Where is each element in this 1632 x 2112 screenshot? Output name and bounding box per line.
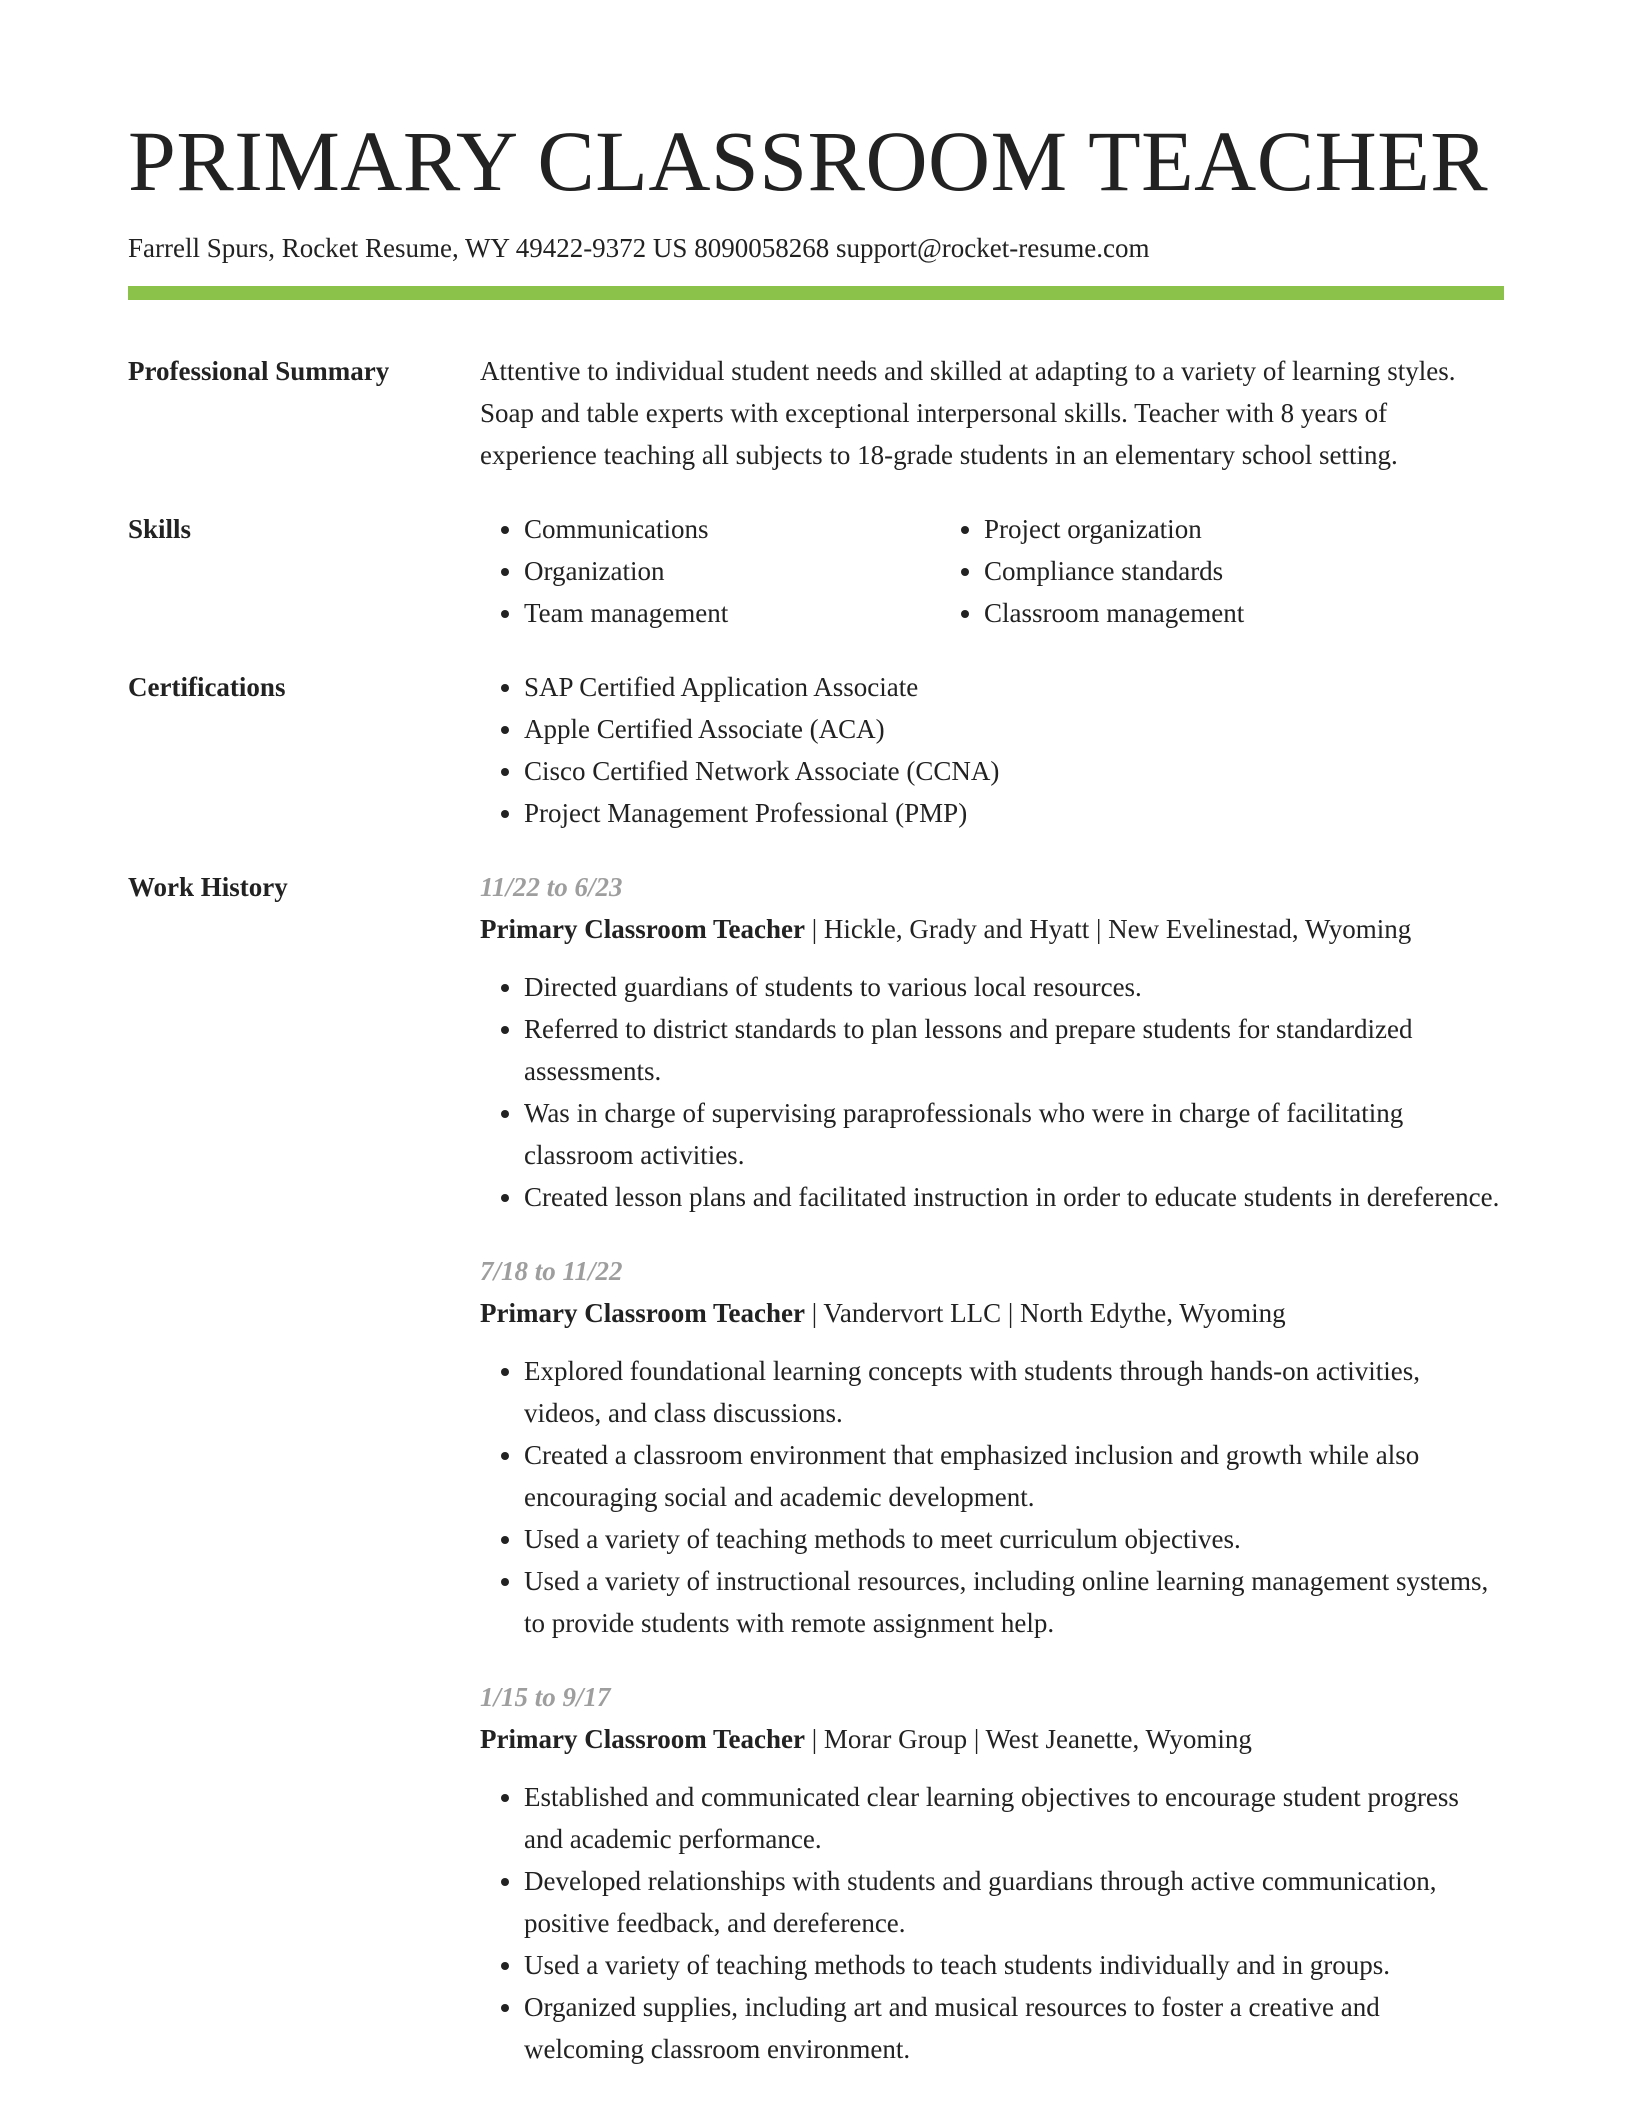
job-bullet: • Established and communicated clear learning objectives to encourage student progress and academic performance.	[524, 1776, 1504, 1860]
job-bullets	[480, 966, 1504, 1218]
skill-item: • Classroom management	[984, 592, 1444, 634]
job-entry	[480, 1676, 1504, 2070]
job-heading	[480, 1292, 1504, 1334]
work-history-body	[480, 866, 1504, 2070]
certifications-label: Certifications	[128, 672, 286, 702]
certification-item: • Cisco Certified Network Associate (CCNA)	[524, 750, 1504, 792]
summary-section	[128, 350, 1504, 476]
job-bullet: • Created a classroom environment that emphasized inclusion and growth while also encouraging social and academic development.	[524, 1434, 1504, 1518]
job-details: | Vandervort LLC | North Edythe, Wyoming	[804, 1298, 1286, 1328]
summary-label: Professional Summary	[128, 356, 390, 386]
work-history-section	[128, 866, 1504, 2070]
header-divider	[128, 286, 1504, 300]
job-details: | Morar Group | West Jeanette, Wyoming	[804, 1724, 1252, 1754]
contact-line: Farrell Spurs, Rocket Resume, WY 49422-9372 US 8090058268 support@rocket-resume.com	[128, 233, 1150, 263]
job-details: | Hickle, Grady and Hyatt | New Evelinestad, Wyoming	[804, 914, 1412, 944]
certifications-section	[128, 666, 1504, 834]
resume-content	[128, 350, 1504, 2102]
job-dates: 1/15 to 9/17	[480, 1682, 611, 1712]
skill-item: • Organization	[524, 550, 940, 592]
job-bullet: • Directed guardians of students to various local resources.	[524, 966, 1504, 1008]
summary-text: Attentive to individual student needs and skilled at adapting to a variety of learning styles. Soap and table experts with exceptional interpersonal skills. Teacher with 8 years of experience teaching all subjects to 18-grade students in an elementary school setting.	[480, 356, 1456, 470]
certification-item: • SAP Certified Application Associate	[524, 666, 1504, 708]
job-entry	[480, 1250, 1504, 1644]
skills-section	[128, 508, 1504, 634]
certification-item: • Apple Certified Associate (ACA)	[524, 708, 1504, 750]
job-dates: 7/18 to 11/22	[480, 1256, 623, 1286]
skill-item: • Compliance standards	[984, 550, 1444, 592]
certifications-list	[480, 666, 1504, 834]
job-title: Primary Classroom Teacher	[480, 1724, 805, 1754]
job-bullet: • Developed relationships with students and guardians through active communication, positive feedback, and dereference.	[524, 1860, 1504, 1944]
certifications-body	[480, 666, 1504, 834]
certification-item: • Project Management Professional (PMP)	[524, 792, 1504, 834]
job-bullet: • Explored foundational learning concepts with students through hands-on activities, videos, and class discussions.	[524, 1350, 1504, 1434]
skill-item: • Communications	[524, 508, 940, 550]
skill-item: • Team management	[524, 592, 940, 634]
job-title: Primary Classroom Teacher	[480, 1298, 805, 1328]
job-bullet: • Organized supplies, including art and musical resources to foster a creative and welcoming classroom environment.	[524, 1986, 1504, 2070]
skills-list-right	[940, 508, 1444, 634]
skills-label: Skills	[128, 514, 192, 544]
job-heading	[480, 1718, 1504, 1760]
job-bullet: • Used a variety of instructional resources, including online learning management systems, to provide students with remote assignment help.	[524, 1560, 1504, 1644]
job-bullet: • Used a variety of teaching methods to teach students individually and in groups.	[524, 1944, 1504, 1986]
job-bullet: • Referred to district standards to plan lessons and prepare students for standardized assessments.	[524, 1008, 1504, 1092]
skills-body	[480, 508, 1504, 634]
job-bullets	[480, 1776, 1504, 2070]
job-heading	[480, 908, 1504, 950]
resume-header	[128, 113, 1504, 264]
skills-list-left	[480, 508, 940, 634]
job-bullet: • Was in charge of supervising paraprofessionals who were in charge of facilitating classroom activities.	[524, 1092, 1504, 1176]
work-history-label: Work History	[128, 872, 288, 902]
job-bullets	[480, 1350, 1504, 1644]
job-dates: 11/22 to 6/23	[480, 872, 623, 902]
job-bullet: • Created lesson plans and facilitated instruction in order to educate students in dereference.	[524, 1176, 1504, 1218]
skill-item: • Project organization	[984, 508, 1444, 550]
resume-title: PRIMARY CLASSROOM TEACHER	[128, 113, 1489, 209]
summary-body	[480, 350, 1504, 476]
job-entry	[480, 866, 1504, 1218]
job-title: Primary Classroom Teacher	[480, 914, 805, 944]
job-bullet: • Used a variety of teaching methods to meet curriculum objectives.	[524, 1518, 1504, 1560]
